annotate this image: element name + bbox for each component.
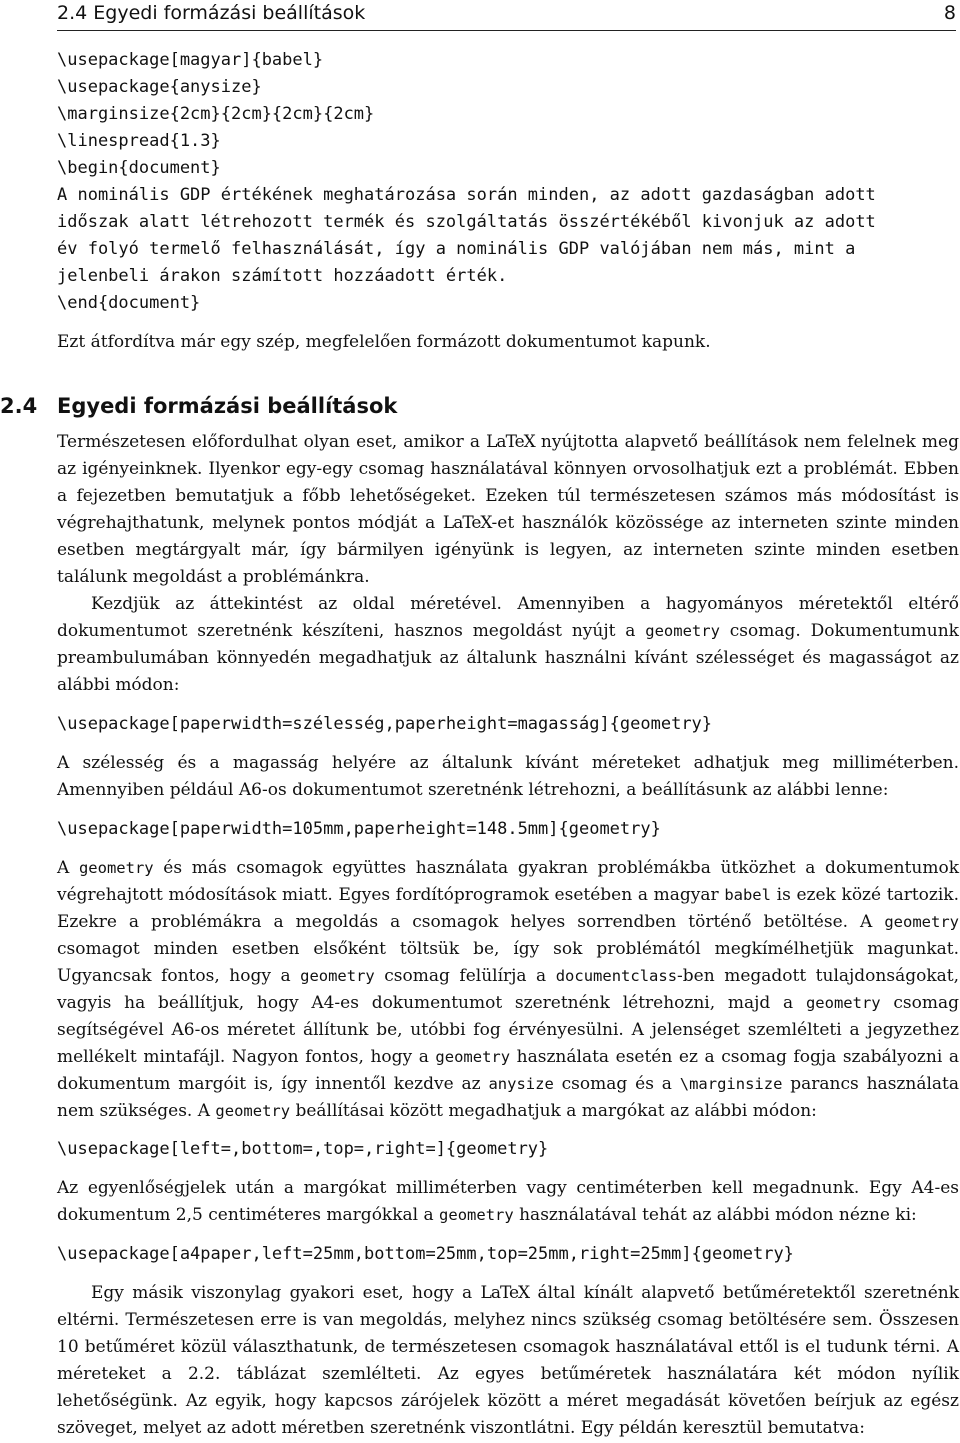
code-line: A nominális GDP értékének meghatározása során minden, az adott gazdaságban adott	[57, 185, 876, 205]
latex-logo: LaTeX	[486, 432, 535, 452]
paragraph-2: Kezdjük az áttekintést az oldal méretével. Amennyiben a hagyományos méretektől eltérő dokumentumot szeretnénk készíteni, hasznos megoldást nyújt a geometry csomag. Dokumentumunk preambulumában könnyedén megadhatjuk az általunk használni kívánt szélességet és magasságot az alábbi módon:	[57, 594, 959, 695]
code-line: \usepackage[magyar]{babel}	[57, 50, 324, 70]
code-line: év folyó termelő felhasználását, így a nominális GDP valójában nem más, mint a	[57, 239, 856, 259]
paragraph-5: Az egyenlőségjelek után a margókat milliméterben vagy centiméterben kell megadnunk. Egy A4-es dokumentum 2,5 centiméteres margókkal a geometry használatával tehát az alábbi módon nézne ki:	[57, 1178, 959, 1225]
paragraph-1: Természetesen előfordulhat olyan eset, amikor a LaTeX nyújtotta alapvető beállítások nem felelnek meg az igényeinknek. Ilyenkor egy-egy csomag használatával könnyen orvosolhatjuk ezt a problémát. Ebben a fejezetben bemutatjuk a főbb lehetőségeket. Ezeken túl természetesen számos más módosítást is végrehajthatunk, melynek pontos módját a LaTeX-et használók közössége az interneten szinte minden esetben megtárgyalt már, így bármilyen igényünk is legyen, az interneten szinte minden esetben találunk megoldást a problémánkra.	[57, 432, 959, 587]
code-line: időszak alatt létrehozott termék és szolgáltatás összértékéből kivonjuk az adott	[57, 212, 876, 232]
code-line: \linespread{1.3}	[57, 131, 221, 151]
latex-logo: LaTeX	[442, 513, 492, 533]
inline-code: geometry	[645, 622, 720, 640]
page-number: 8	[943, 2, 956, 24]
header-title: 2.4 Egyedi formázási beállítások	[57, 2, 366, 24]
code-geometry-a4: \usepackage[a4paper,left=25mm,bottom=25mm,top=25mm,right=25mm]{geometry}	[57, 1244, 794, 1264]
code-geometry-margins: \usepackage[left=,bottom=,top=,right=]{geometry}	[57, 1139, 549, 1159]
section-number: 2.4	[0, 394, 38, 418]
section-heading	[0, 390, 960, 422]
code-line: \begin{document}	[57, 158, 221, 178]
section-title: Egyedi formázási beállítások	[57, 394, 398, 418]
paragraph-6: Egy másik viszonylag gyakori eset, hogy a LaTeX által kínált alapvető betűméretektől szeretnénk eltérni. Természetesen erre is van megoldás, melyhez nincs szükség csomag betöltésére sem. Összesen 10 betűméret közül választhatunk, de természetesen csomagok használatával ettől is el tudunk térni. A méreteket a 2.2. táblázat szemlélteti. Az egyes betűméretek használatára két módon nyílik lehetőségünk. Az egyik, hogy kapcsos zárójelek között a méret megadását követően beírjuk az egész szöveget, melyet az adott méretben szeretnénk viszontlátni. Egy példán keresztül bemutatva:	[57, 1283, 960, 1438]
paragraph-intro: Ezt átfordítva már egy szép, megfelelően formázott dokumentumot kapunk.	[57, 332, 711, 352]
code-line: \end{document}	[57, 293, 201, 313]
running-header	[57, 0, 956, 31]
paragraph-4: A geometry és más csomagok együttes használata gyakran problémákba ütközhet a dokumentumok végrehajtott módosítások miatt. Egyes fordítóprogramok esetében a magyar babel is ezek közé tartozik. Ezekre a problémákra a megoldás a csomagok helyes sorrendben történő betöltése. A geometry csomagot minden esetben elsőként töltsük be, így sok problémától megkímélhetjük magunkat. Ugyancsak fontos, hogy a geometry csomag felülírja a documentclass-ben megadott tulajdonságokat, vagyis ha beállítjuk, hogy A4-es dokumentumot szeretnénk létrehozni, majd a geometry csomag segítségével A6-os méretet állítunk be, utóbbi fog érvényesülni. A jelenséget szemlélteti a jegyzethez mellékelt mintafájl. Nagyon fontos, hogy a geometry használata esetén ez a csomag fogja szabályozni a dokumentum margóit is, így innentől kezdve az anysize csomag és a \marginsize parancs használata nem szükséges. A geometry beállításai között megadhatjuk a margókat az alábbi módon:	[57, 858, 960, 1121]
code-line: jelenbeli árakon számított hozzáadott érték.	[57, 266, 508, 286]
code-geometry-a6: \usepackage[paperwidth=105mm,paperheight=148.5mm]{geometry}	[57, 819, 661, 839]
code-geometry-template: \usepackage[paperwidth=szélesség,paperheight=magasság]{geometry}	[57, 714, 713, 734]
latex-logo: LaTeX	[480, 1283, 530, 1303]
code-line: \usepackage{anysize}	[57, 77, 262, 97]
code-line: \marginsize{2cm}{2cm}{2cm}{2cm}	[57, 104, 375, 124]
paragraph-3: A szélesség és a magasság helyére az általunk kívánt méreteket adhatjuk meg milliméterben. Amennyiben például A6-os dokumentumot szeretnénk létrehozni, a beállításunk az alábbi lenne:	[57, 753, 959, 800]
